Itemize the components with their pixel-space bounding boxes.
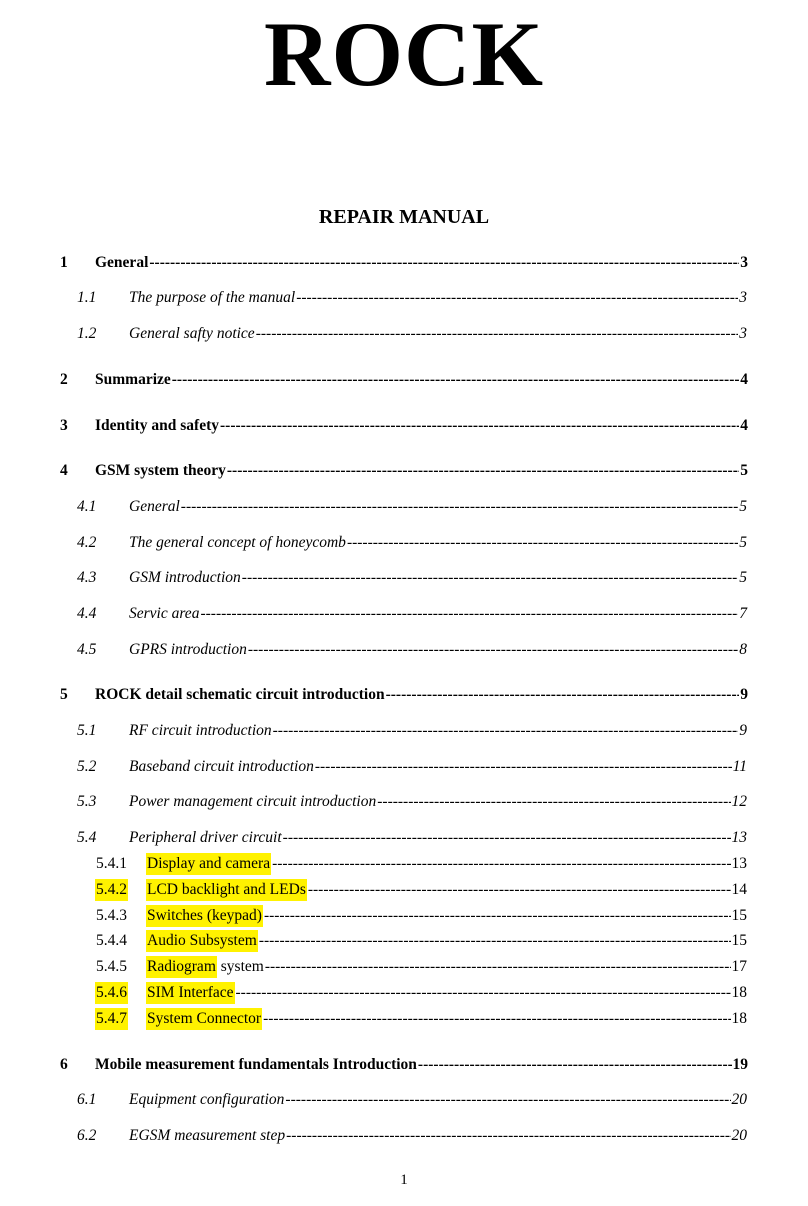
toc-entry-number: 5.4.2 bbox=[95, 879, 128, 901]
toc-entry-number: 4 bbox=[60, 462, 68, 479]
toc-entry-page: 15 bbox=[731, 907, 747, 924]
toc-entry-number: 5.4.4 bbox=[96, 932, 127, 949]
toc-entry-label: Summarize bbox=[95, 371, 171, 388]
toc-entry-label: Baseband circuit introduction bbox=[129, 758, 314, 775]
toc-leader-dashes bbox=[242, 567, 738, 589]
toc-entry-label: Mobile measurement fundamentals Introduction bbox=[95, 1056, 417, 1073]
toc-entry-page: 4 bbox=[740, 417, 748, 434]
toc-entry-number: 2 bbox=[60, 371, 68, 388]
toc-entry-label: Peripheral driver circuit bbox=[129, 829, 282, 846]
toc-leader-dashes bbox=[248, 639, 738, 661]
toc-entry-page: 12 bbox=[731, 793, 747, 810]
toc-entry-page: 15 bbox=[731, 932, 747, 949]
toc-entry-page: 5 bbox=[739, 498, 747, 515]
toc-entry-number: 1.2 bbox=[77, 325, 97, 342]
toc-leader-dashes bbox=[377, 791, 730, 813]
document-subtitle: REPAIR MANUAL bbox=[318, 206, 490, 228]
toc-entry-label: Identity and safety bbox=[95, 417, 220, 434]
toc-entry-number: 5.1 bbox=[77, 722, 97, 739]
toc-entry-page: 20 bbox=[731, 1127, 747, 1144]
toc-entry-number: 5.2 bbox=[77, 758, 97, 775]
toc-leader-dashes bbox=[227, 460, 739, 482]
toc-entry-number: 5.4 bbox=[77, 829, 97, 846]
toc-entry-number: 1.1 bbox=[77, 289, 97, 306]
toc-entry-number: 4.2 bbox=[77, 534, 97, 551]
toc-entry-page: 7 bbox=[739, 605, 747, 622]
toc-leader-dashes bbox=[315, 756, 732, 778]
toc-entry-label: System Connector bbox=[146, 1008, 262, 1030]
toc-leader-dashes bbox=[418, 1054, 732, 1076]
toc-entry-label: The purpose of the manual bbox=[129, 289, 296, 306]
toc-entry-number: 1 bbox=[60, 254, 68, 271]
toc-entry-page: 13 bbox=[731, 829, 747, 846]
toc-entry-label: LCD backlight and LEDs bbox=[146, 879, 307, 901]
toc-leader-dashes bbox=[259, 930, 731, 952]
toc-entry-page: 3 bbox=[739, 325, 747, 342]
toc-entry-label: General safty notice bbox=[129, 325, 255, 342]
toc-entry-label: Display and camera bbox=[146, 853, 271, 875]
toc-entry-page: 5 bbox=[739, 534, 747, 551]
toc-entry-number: 5.4.7 bbox=[95, 1008, 128, 1030]
toc-entry-label: GPRS introduction bbox=[129, 641, 247, 658]
toc-entry-label: Equipment configuration bbox=[129, 1091, 285, 1108]
toc-entry-number: 6 bbox=[60, 1056, 68, 1073]
toc-entry-page: 11 bbox=[732, 758, 747, 775]
toc-entry-page: 18 bbox=[731, 984, 747, 1001]
toc-leader-dashes bbox=[347, 532, 738, 554]
toc-entry-label: Radiogram bbox=[146, 956, 217, 978]
toc-entry-number: 5.4.3 bbox=[96, 907, 127, 924]
toc-entry-number: 6.1 bbox=[77, 1091, 97, 1108]
toc-entry-page: 4 bbox=[740, 371, 748, 388]
toc-leader-dashes bbox=[236, 982, 731, 1004]
toc-leader-dashes bbox=[200, 603, 738, 625]
toc-entry-number: 3 bbox=[60, 417, 68, 434]
toc-entry-number: 5.3 bbox=[77, 793, 97, 810]
toc-entry-number: 4.3 bbox=[77, 569, 97, 586]
toc-entry-number: 6.2 bbox=[77, 1127, 97, 1144]
toc-leader-dashes bbox=[296, 287, 738, 309]
toc-leader-dashes bbox=[264, 905, 731, 927]
toc-entry-label: Power management circuit introduction bbox=[129, 793, 377, 810]
toc-entry-page: 3 bbox=[740, 254, 748, 271]
toc-entry-page: 5 bbox=[739, 569, 747, 586]
document-title: ROCK bbox=[264, 3, 544, 105]
toc-entry-page: 8 bbox=[739, 641, 747, 658]
toc-entry-number: 5.4.1 bbox=[96, 855, 127, 872]
toc-entry-page: 18 bbox=[731, 1010, 747, 1027]
toc-leader-dashes bbox=[265, 956, 731, 978]
toc-entry-number: 4.1 bbox=[77, 498, 97, 515]
toc-entry-label-rest: system bbox=[216, 958, 264, 975]
toc-entry-label: General bbox=[129, 498, 180, 515]
toc-entry-label: ROCK detail schematic circuit introduction bbox=[95, 686, 385, 703]
toc-entry-label: General bbox=[95, 254, 149, 271]
toc-entry-page: 17 bbox=[731, 958, 747, 975]
toc-entry-label: Servic area bbox=[129, 605, 200, 622]
toc-leader-dashes bbox=[181, 496, 738, 518]
toc-entry-label: SIM Interface bbox=[146, 982, 235, 1004]
toc-entry-page: 13 bbox=[731, 855, 747, 872]
toc-entry-number: 5.4.5 bbox=[96, 958, 127, 975]
toc-leader-dashes bbox=[149, 252, 739, 274]
toc-leader-dashes bbox=[386, 684, 740, 706]
toc-leader-dashes bbox=[256, 323, 739, 345]
toc-leader-dashes bbox=[172, 369, 739, 391]
toc-entry-page: 9 bbox=[739, 722, 747, 739]
toc-leader-dashes bbox=[283, 827, 731, 849]
toc-leader-dashes bbox=[308, 879, 731, 901]
toc-entry-label: EGSM measurement step bbox=[129, 1127, 286, 1144]
toc-entry-label: The general concept of honeycomb bbox=[129, 534, 346, 551]
toc-entry-number: 4.5 bbox=[77, 641, 97, 658]
toc-entry-label: Audio Subsystem bbox=[146, 930, 258, 952]
toc-entry-number: 5.4.6 bbox=[95, 982, 128, 1004]
toc-leader-dashes bbox=[272, 853, 730, 875]
toc-entry-page: 5 bbox=[740, 462, 748, 479]
page-number: 1 bbox=[400, 1172, 408, 1188]
toc-entry-label: GSM introduction bbox=[129, 569, 241, 586]
toc-entry-label: Switches (keypad) bbox=[146, 905, 263, 927]
toc-entry-page: 3 bbox=[739, 289, 747, 306]
toc-entry-page: 19 bbox=[732, 1056, 748, 1073]
toc-entry-page: 20 bbox=[731, 1091, 747, 1108]
toc-entry-number: 4.4 bbox=[77, 605, 97, 622]
toc-leader-dashes bbox=[285, 1089, 730, 1111]
toc-leader-dashes bbox=[286, 1125, 730, 1147]
toc-entry-page: 9 bbox=[740, 686, 748, 703]
toc-entry-page: 14 bbox=[731, 881, 747, 898]
toc-entry-label: RF circuit introduction bbox=[129, 722, 272, 739]
toc-entry-number: 5 bbox=[60, 686, 68, 703]
toc-leader-dashes bbox=[273, 720, 739, 742]
toc-leader-dashes bbox=[220, 415, 739, 437]
toc-entry-label: GSM system theory bbox=[95, 462, 226, 479]
toc-leader-dashes bbox=[263, 1008, 730, 1030]
